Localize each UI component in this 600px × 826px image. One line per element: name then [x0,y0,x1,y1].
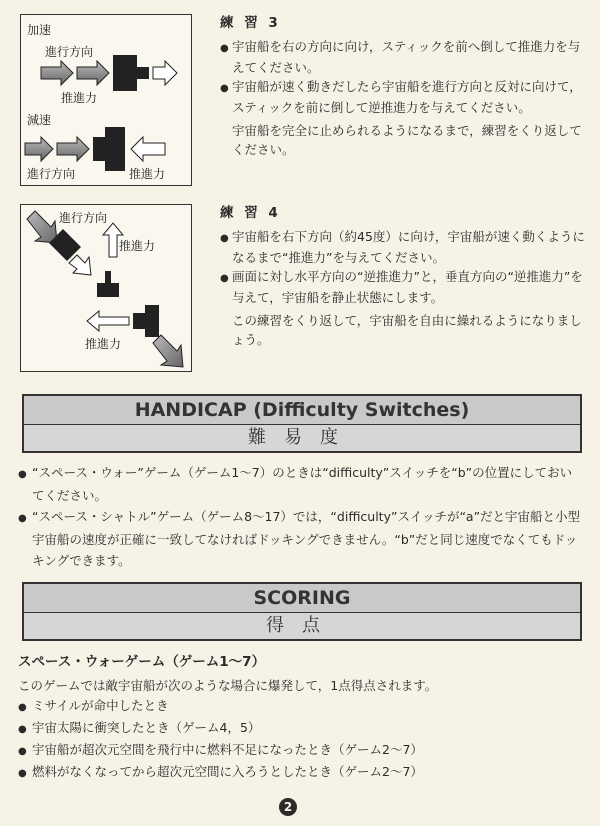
decel-label: 減速 [27,113,52,127]
exercise-3 [220,14,590,159]
direction-arrow-icon [41,61,73,85]
direction-arrow-icon [69,255,91,275]
exercise-3-bullet: ● 宇宙船が速く動きだしたら宇宙船を進行方向と反対に向けて，スティックを前に倒して逆推進力を与えてください。 [220,77,590,117]
figure-accelerate-decelerate [20,14,192,186]
scoring-title-en: SCORING [24,584,580,613]
accel-thrust-label: 推進力 [61,91,98,105]
exercise-3-note: 宇宙船を完全に止められるようになるまで，練習をくり返してください。 [232,123,582,157]
handicap-bullet: ● “スペース・シャトル”ゲーム（ゲーム8～17）では，“difficulty”スイッチが“a”だと宇宙船と小型宇宙船の速度が正確に一致してなければドッキングできません。“b”だと同じ速度でなくてもドッキングできます。 [18,506,583,571]
direction-arrow-icon [25,137,53,161]
ship-icon [93,127,125,171]
direction-arrow-icon [57,137,89,161]
thrust-arrow-icon [131,137,165,161]
scoring-intro: このゲームでは敵宇宙船が次のような場合に爆発して，1点得点されます。 [18,678,438,693]
ship-icon [113,55,149,91]
diagonal-thrust-left-label: 推進力 [85,337,122,351]
ship-icon [97,271,119,297]
scoring-bullet: ● ミサイルが命中したとき [18,696,583,718]
diagonal-direction-label: 進行方向 [59,211,108,225]
accel-label: 加速 [27,23,52,37]
handicap-banner [22,394,582,453]
accel-decel-diagram [21,15,191,185]
handicap-title-jp: 難易度 [24,425,580,451]
decel-direction-label: 進行方向 [27,167,76,181]
direction-arrow-icon [77,61,109,85]
scoring-body [18,652,583,784]
exercise-4-bullet: ● 画面に対し水平方向の“逆推進力”と，垂直方向の“逆推進力”を与えて，宇宙船を静止状態にします。 [220,267,590,307]
accel-direction-label: 進行方向 [45,45,94,59]
direction-arrow-icon [153,335,183,367]
scoring-bullet: ● 宇宙太陽に衝突したとき（ゲーム4，5） [18,718,583,740]
handicap-body [18,462,583,571]
diagonal-thrust-up-label: 推進力 [119,239,156,253]
decel-thrust-label: 推進力 [129,167,166,181]
scoring-subtitle: スペース・ウォーゲーム（ゲーム1～7） [18,654,266,670]
exercise-4 [220,204,590,349]
exercise-4-note: この練習をくり返して，宇宙船を自由に繰れるようになりましょう。 [232,313,582,347]
thrust-arrow-icon [153,61,177,85]
page-number: 2 [279,798,297,816]
handicap-title-en: HANDICAP (Difficulty Switches) [24,396,580,425]
exercise-3-title: 練 習 3 [220,15,281,31]
scoring-title-jp: 得点 [24,613,580,639]
scoring-bullet: ● 燃料がなくなってから超次元空間に入ろうとしたとき（ゲーム2～7） [18,762,583,784]
handicap-bullet: ● “スペース・ウォー”ゲーム（ゲーム1～7）のときは“difficulty”スイッチを“b”の位置にしておいてください。 [18,462,583,506]
exercise-4-bullet: ● 宇宙船を右下方向（約45度）に向け，宇宙船が速く動くようになるまで“推進力”を与えてください。 [220,227,590,267]
exercise-4-title: 練 習 4 [220,205,281,221]
thrust-arrow-icon [87,311,129,331]
exercise-3-bullet: ● 宇宙船を右の方向に向け，スティックを前へ倒して推進力を与えてください。 [220,37,590,77]
direction-arrow-icon [27,211,57,243]
ship-icon [133,305,159,337]
figure-diagonal-thrust [20,204,192,372]
scoring-banner [22,582,582,641]
scoring-bullet: ● 宇宙船が超次元空間を飛行中に燃料不足になったとき（ゲーム2～7） [18,740,583,762]
